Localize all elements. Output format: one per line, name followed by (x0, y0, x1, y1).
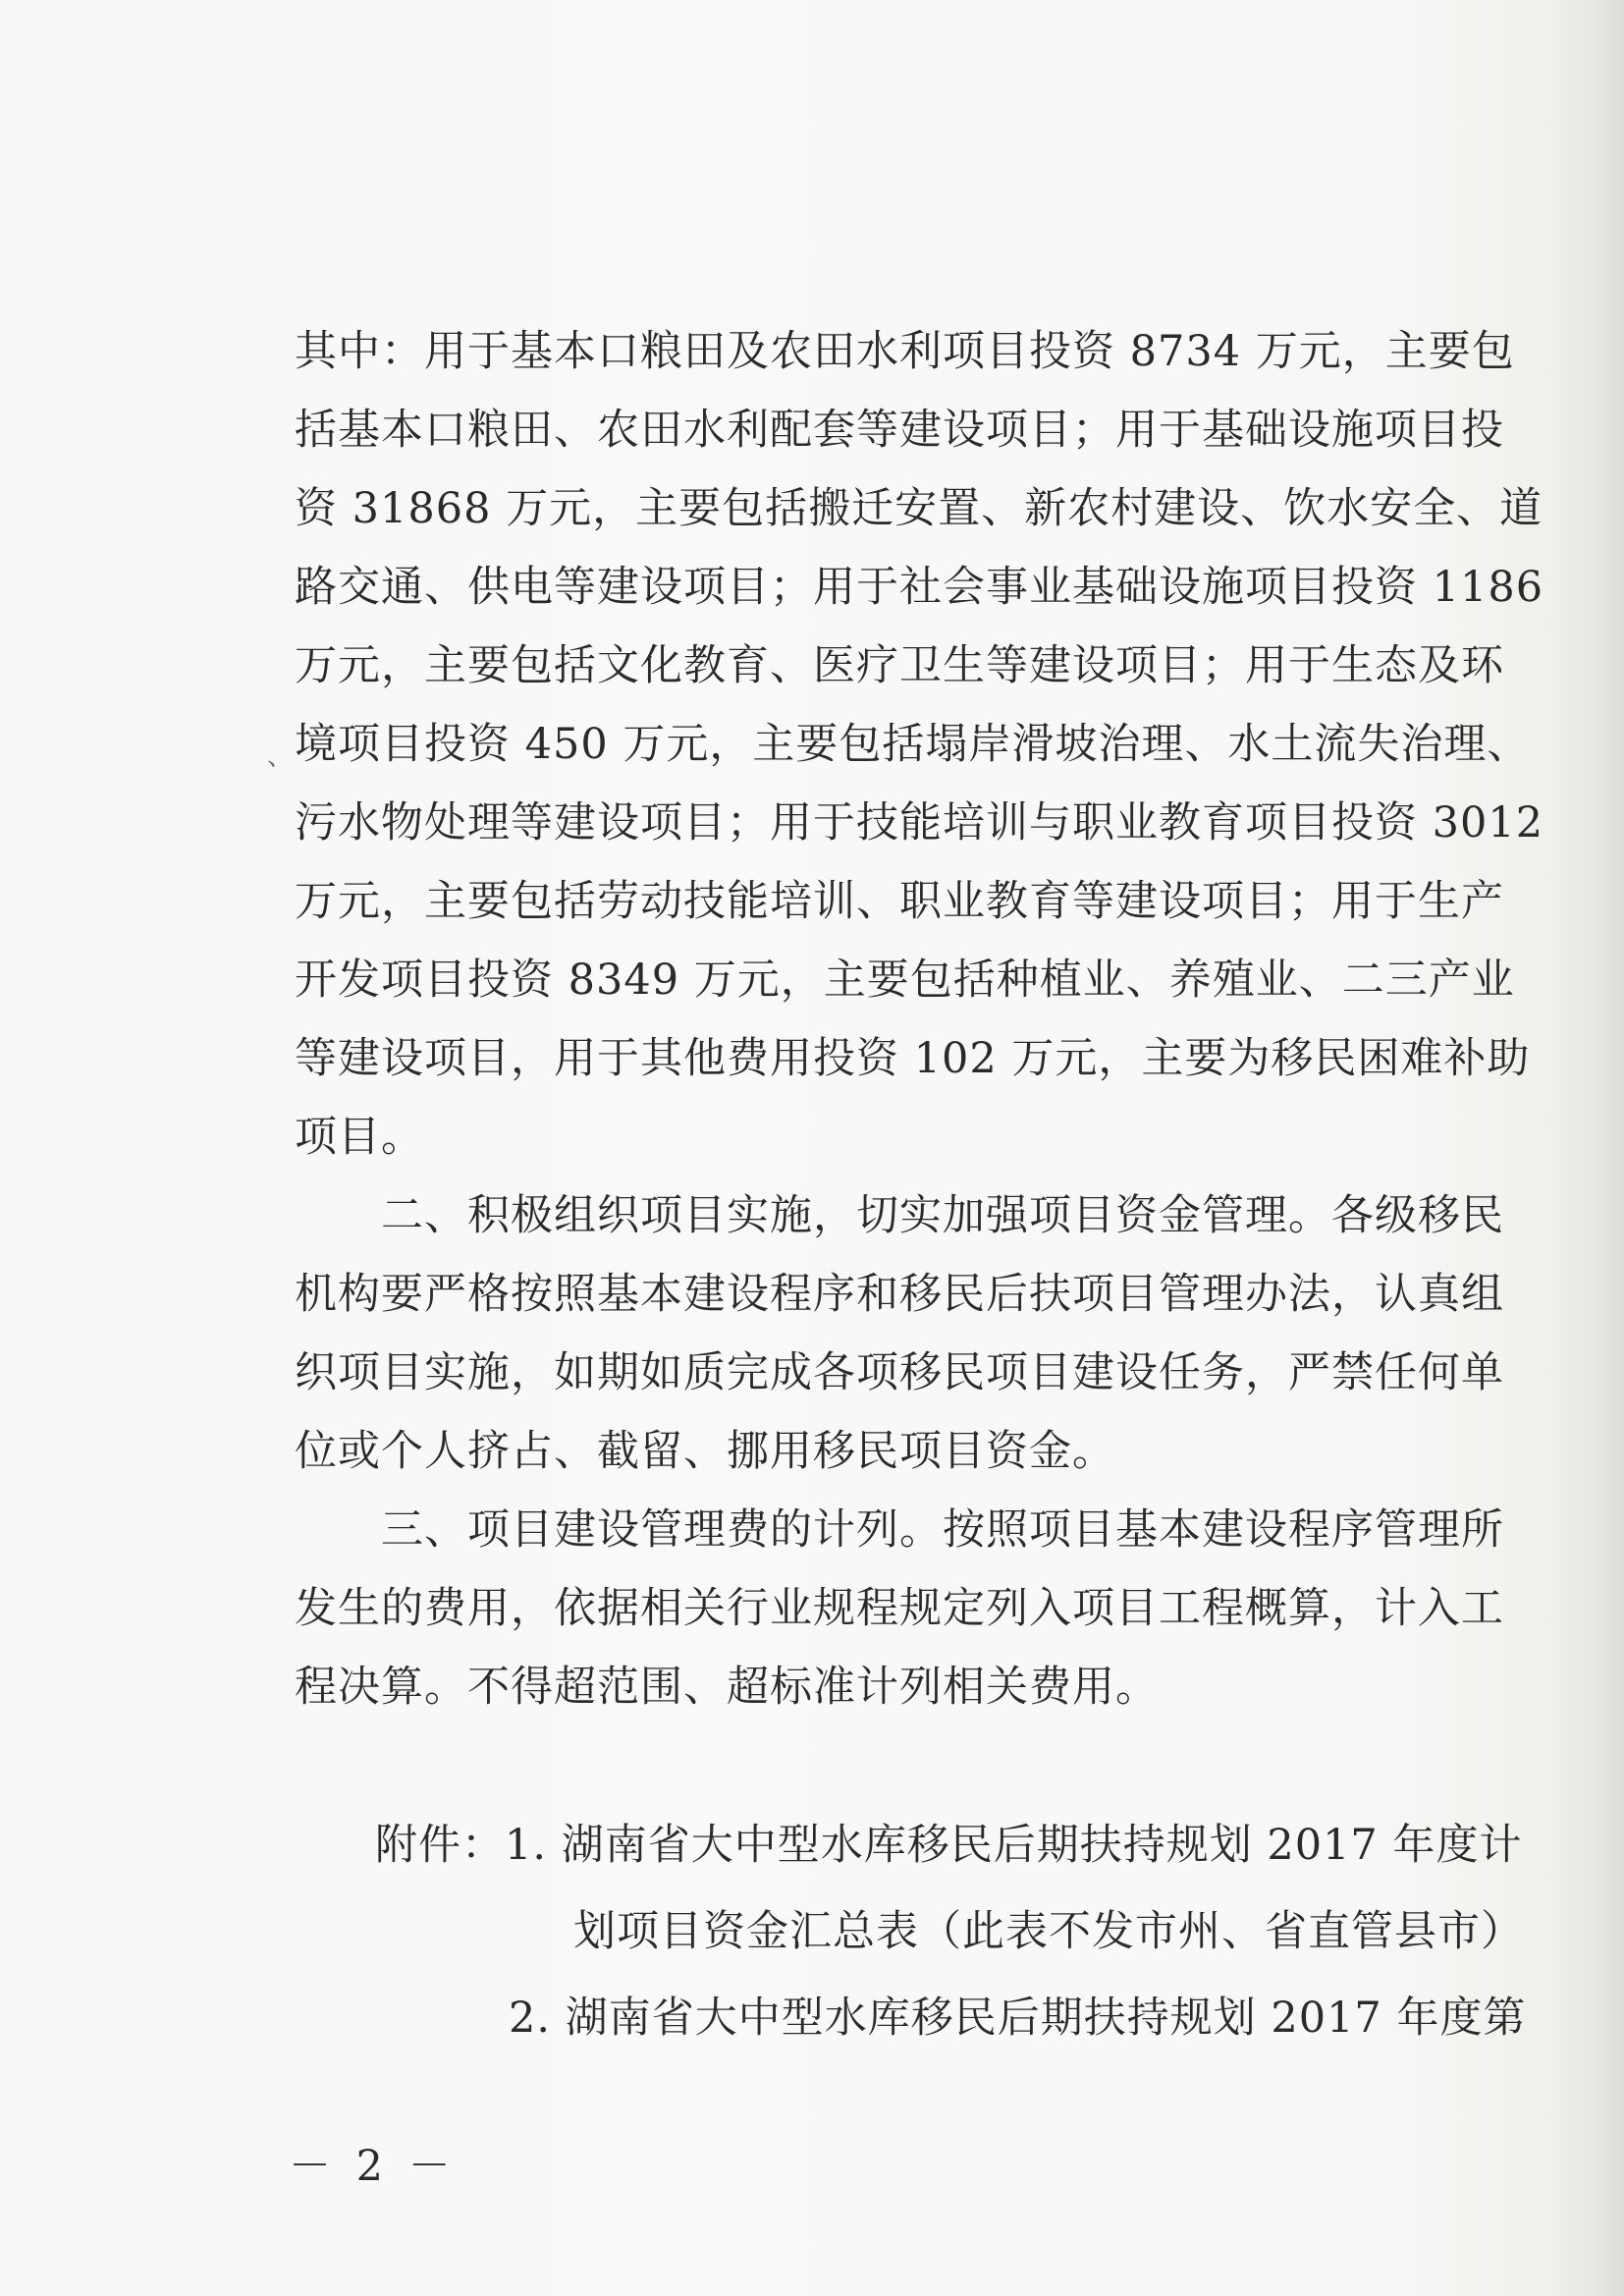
attachment-item-1-continued: 划项目资金汇总表（此表不发市州、省直管县市） (573, 1907, 1524, 1956)
paragraph-line: 开发项目投资 8349 万元，主要包括种植业、养殖业、二三产业 (295, 956, 1515, 1005)
paragraph-line: 万元，主要包括劳动技能培训、职业教育等建设项目；用于生产 (295, 877, 1504, 926)
section-heading-line: 二、积极组织项目实施，切实加强项目资金管理。各级移民 (381, 1191, 1504, 1240)
margin-mark: 、 (267, 742, 294, 772)
paragraph-line: 路交通、供电等建设项目；用于社会事业基础设施项目投资 1186 (295, 563, 1544, 612)
paragraph-line: 织项目实施，如期如质完成各项移民项目建设任务，严禁任何单 (295, 1348, 1504, 1397)
paragraph-line: 资 31868 万元，主要包括搬迁安置、新农村建设、饮水安全、道 (295, 484, 1543, 533)
paragraph-line: 其中：用于基本口粮田及农田水利项目投资 8734 万元，主要包 (295, 327, 1515, 376)
paragraph-line: 机构要严格按照基本建设程序和移民后扶项目管理办法，认真组 (295, 1270, 1504, 1319)
paragraph-line: 等建设项目，用于其他费用投资 102 万元，主要为移民困难补助 (295, 1034, 1531, 1083)
attachment-item-1: 附件：1. 湖南省大中型水库移民后期扶持规划 2017 年度计 (375, 1821, 1523, 1870)
paragraph-line: 境项目投资 450 万元，主要包括塌岸滑坡治理、水土流失治理、 (295, 720, 1531, 769)
paragraph-line: 位或个人挤占、截留、挪用移民项目资金。 (295, 1427, 1115, 1476)
paragraph-line: 污水物处理等建设项目；用于技能培训与职业教育项目投资 3012 (295, 798, 1544, 847)
attachment-item-2: 2. 湖南省大中型水库移民后期扶持规划 2017 年度第 (509, 1994, 1527, 2043)
paragraph-line: 程决算。不得超范围、超标准计列相关费用。 (295, 1663, 1159, 1712)
paragraph-line: 括基本口粮田、农田水利配套等建设项目；用于基础设施项目投 (295, 406, 1504, 455)
page-number: － 2 － (289, 2142, 457, 2191)
page-edge-shadow (1555, 0, 1624, 2296)
paragraph-line: 万元，主要包括文化教育、医疗卫生等建设项目；用于生态及环 (295, 641, 1504, 690)
paragraph-line: 发生的费用，依据相关行业规程规定列入项目工程概算，计入工 (295, 1584, 1504, 1633)
paragraph-line: 项目。 (295, 1113, 424, 1162)
attachments (295, 1802, 1527, 2061)
body-text (295, 312, 1544, 1726)
section-heading-line: 三、项目建设管理费的计列。按照项目基本建设程序管理所 (381, 1505, 1504, 1555)
